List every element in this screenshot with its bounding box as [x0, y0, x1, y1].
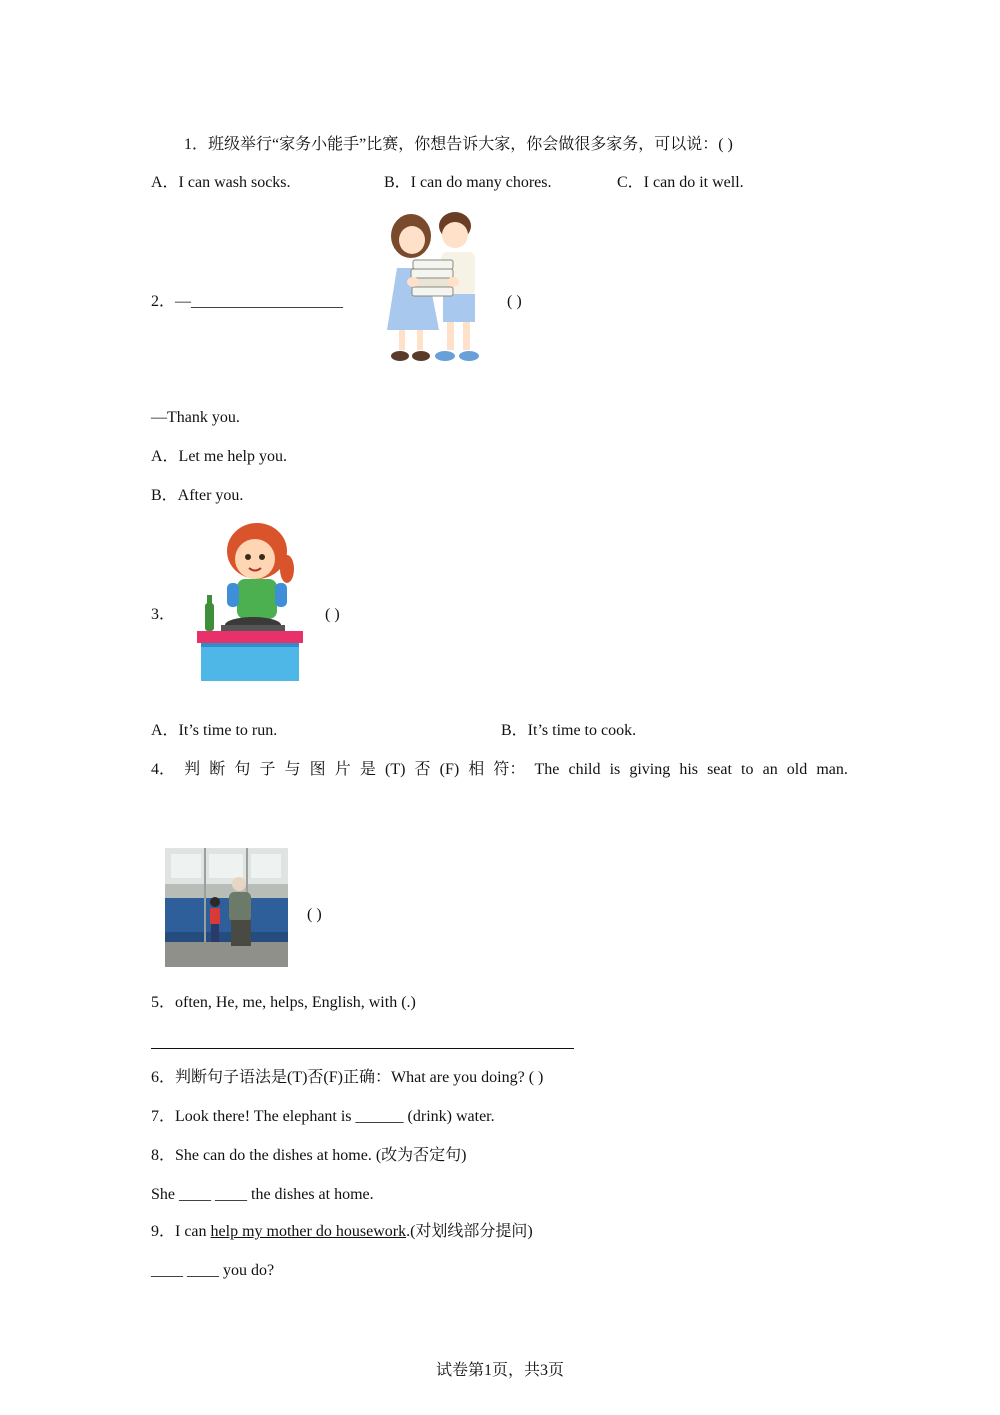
q5-stem: 5．often, He, me, helps, English, with (.) — [151, 994, 416, 1011]
q3-answer-paren: ( ) — [325, 606, 340, 623]
q4-word: is — [609, 761, 621, 778]
q4-word: 是 — [359, 761, 376, 778]
q1-stem: 1．班级举行“家务小能手”比赛，你想告诉大家，你会做很多家务，可以说：( ) — [184, 136, 733, 153]
q4-word: The — [534, 761, 560, 778]
q4-word: (T) — [384, 761, 406, 778]
q9-suffix: .(对划线部分提问) — [406, 1223, 533, 1240]
q4-word: 否 — [414, 761, 431, 778]
q4-word: 句 — [234, 761, 251, 778]
q2-option-b: B．After you. — [151, 487, 244, 504]
q1-option-c: C．I can do it well. — [617, 174, 744, 191]
q4-word: old — [786, 761, 808, 778]
q4-word: (F) — [439, 761, 460, 778]
q8-stem: 8．She can do the dishes at home. (改为否定句) — [151, 1147, 467, 1164]
q1-option-b: B．I can do many chores. — [384, 174, 552, 191]
q1-option-a: A．I can wash socks. — [151, 174, 291, 191]
q4-answer-paren: ( ) — [307, 906, 322, 923]
q4-stem — [151, 760, 848, 780]
q2-answer-paren: ( ) — [507, 293, 522, 310]
train-seat-photo-illustration — [165, 848, 288, 967]
q4-word: giving — [629, 761, 671, 778]
q2-reply: —Thank you. — [151, 409, 240, 426]
q4-word: 与 — [284, 761, 301, 778]
q3-number: 3． — [151, 606, 176, 623]
q2-stem: 2．—___________________ — [151, 293, 344, 310]
girl-cooking-illustration — [193, 521, 305, 683]
page-footer: 试卷第1页，共3页 — [435, 1362, 564, 1379]
q9-underlined: help my mother do housework — [210, 1223, 407, 1240]
q4-word: 子 — [259, 761, 276, 778]
q7-stem: 7．Look there! The elephant is ______ (drink) water. — [151, 1108, 495, 1125]
q4-word: 判 — [184, 761, 201, 778]
q3-option-b: B．It’s time to cook. — [501, 722, 637, 739]
q4-word: 符： — [493, 761, 526, 778]
q4-word: child — [568, 761, 601, 778]
q9-stem — [151, 1222, 533, 1242]
q4-word: man. — [816, 761, 848, 778]
q9-prefix: 9．I can — [151, 1223, 211, 1240]
q4-word: 片 — [334, 761, 351, 778]
q4-word: 断 — [209, 761, 226, 778]
q4-word: 4． — [151, 761, 176, 778]
q2-option-a: A．Let me help you. — [151, 448, 287, 465]
children-carrying-books-illustration — [383, 208, 483, 368]
q5-answer-line — [151, 1048, 574, 1049]
q4-word: his — [679, 761, 698, 778]
q9-answer: ____ ____ you do? — [151, 1262, 275, 1279]
q6-stem: 6．判断句子语法是(T)否(F)正确：What are you doing? ( ) — [151, 1069, 544, 1086]
q4-word: seat — [707, 761, 732, 778]
q4-word: 图 — [309, 761, 326, 778]
q4-word: to — [741, 761, 754, 778]
q3-option-a: A．It’s time to run. — [151, 722, 278, 739]
q4-word: an — [762, 761, 778, 778]
q4-word: 相 — [468, 761, 485, 778]
q8-answer: She ____ ____ the dishes at home. — [151, 1186, 374, 1203]
